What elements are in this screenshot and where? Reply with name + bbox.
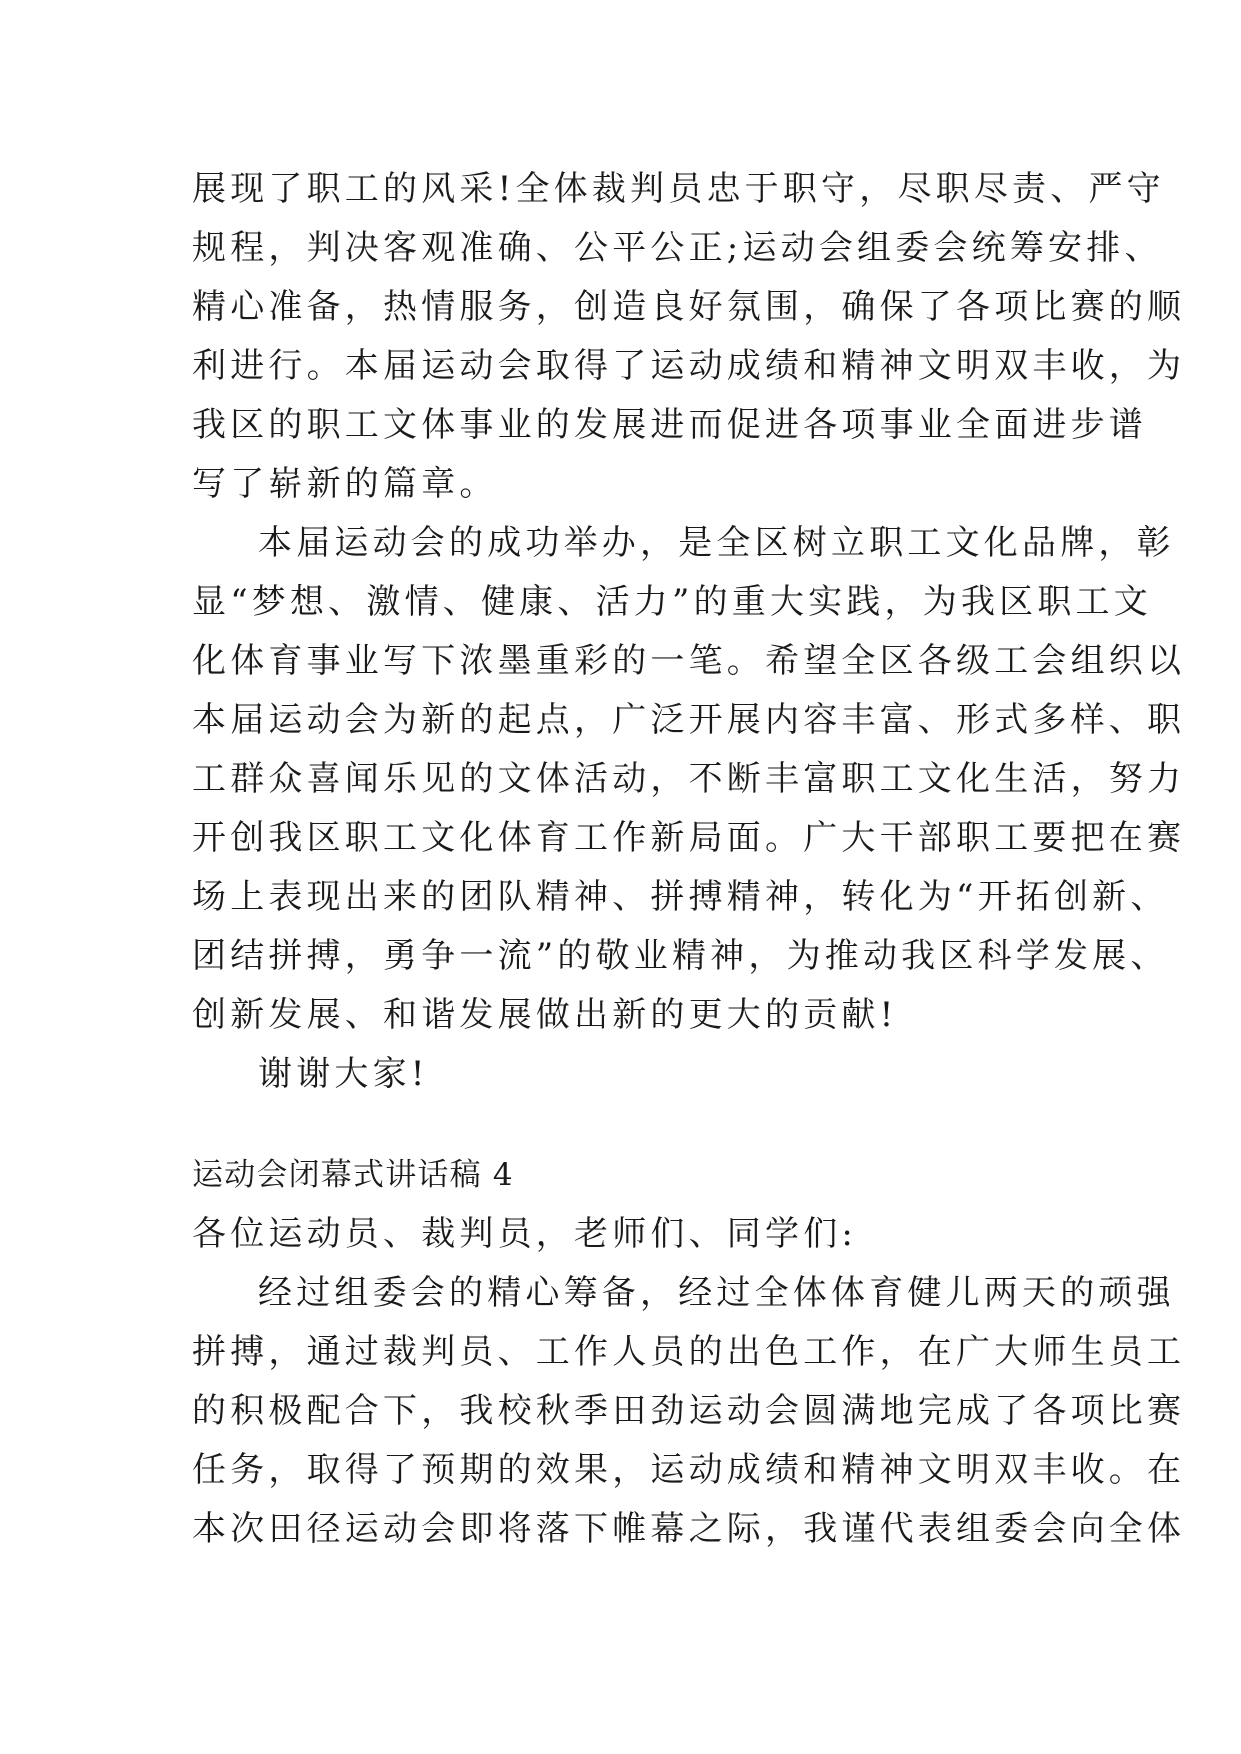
- text-line: 显“梦想、激情、健康、活力”的重大实践，为我区职工文: [192, 582, 1152, 622]
- text-line: 化体育事业写下浓墨重彩的一笔。希望全区各级工会组织以: [192, 641, 1186, 681]
- closing-line: 谢谢大家!: [258, 1054, 429, 1094]
- salutation: 各位运动员、裁判员，老师们、同学们:: [192, 1214, 858, 1254]
- paragraph-2: [192, 514, 1186, 1045]
- text-line: 创新发展、和谐发展做出新的更大的贡献!: [192, 995, 898, 1035]
- text-line: 本次田径运动会即将落下帷幕之际，我谨代表组委会向全体: [192, 1509, 1186, 1549]
- text-line: 我区的职工文体事业的发展进而促进各项事业全面进步谱: [192, 405, 1147, 445]
- text-line: 的积极配合下，我校秋季田劲运动会圆满地完成了各项比赛: [192, 1391, 1186, 1431]
- text-line: 精心准备，热情服务，创造良好氛围，确保了各项比赛的顺: [192, 287, 1186, 327]
- section-spacer: [192, 1104, 1072, 1146]
- text-line: 写了崭新的篇章。: [192, 464, 498, 504]
- text-line: 任务，取得了预期的效果，运动成绩和精神文明双丰收。在: [192, 1450, 1186, 1490]
- text-line: 开创我区职工文化体育工作新局面。广大干部职工要把在赛: [192, 818, 1186, 858]
- text-line: 经过组委会的精心筹备，经过全体体育健儿两天的顽强: [258, 1273, 1175, 1313]
- text-line: 工群众喜闻乐见的文体活动，不断丰富职工文化生活，努力: [192, 759, 1186, 799]
- text-line: 展现了职工的风采!全体裁判员忠于职守，尽职尽责、严守: [192, 169, 1165, 209]
- text-line: 本届运动会的成功举办，是全区树立职工文化品牌，彰: [258, 523, 1175, 563]
- text-line: 本届运动会为新的起点，广泛开展内容丰富、形式多样、职: [192, 700, 1186, 740]
- document-page: [192, 160, 1186, 1559]
- text-line: 规程，判决客观准确、公平公正;运动会组委会统筹安排、: [192, 228, 1163, 268]
- text-line: 场上表现出来的团队精神、拼搏精神，转化为“开拓创新、: [192, 877, 1169, 917]
- text-line: 拼搏，通过裁判员、工作人员的出色工作，在广大师生员工: [192, 1332, 1186, 1372]
- section-title: 运动会闭幕式讲话稿 4: [192, 1157, 514, 1193]
- paragraph-1: [192, 160, 1186, 514]
- text-line: 团结拼搏，勇争一流”的敬业精神，为推动我区科学发展、: [192, 936, 1169, 976]
- text-line: 利进行。本届运动会取得了运动成绩和精神文明双丰收，为: [192, 346, 1186, 386]
- paragraph-3: [192, 1264, 1186, 1559]
